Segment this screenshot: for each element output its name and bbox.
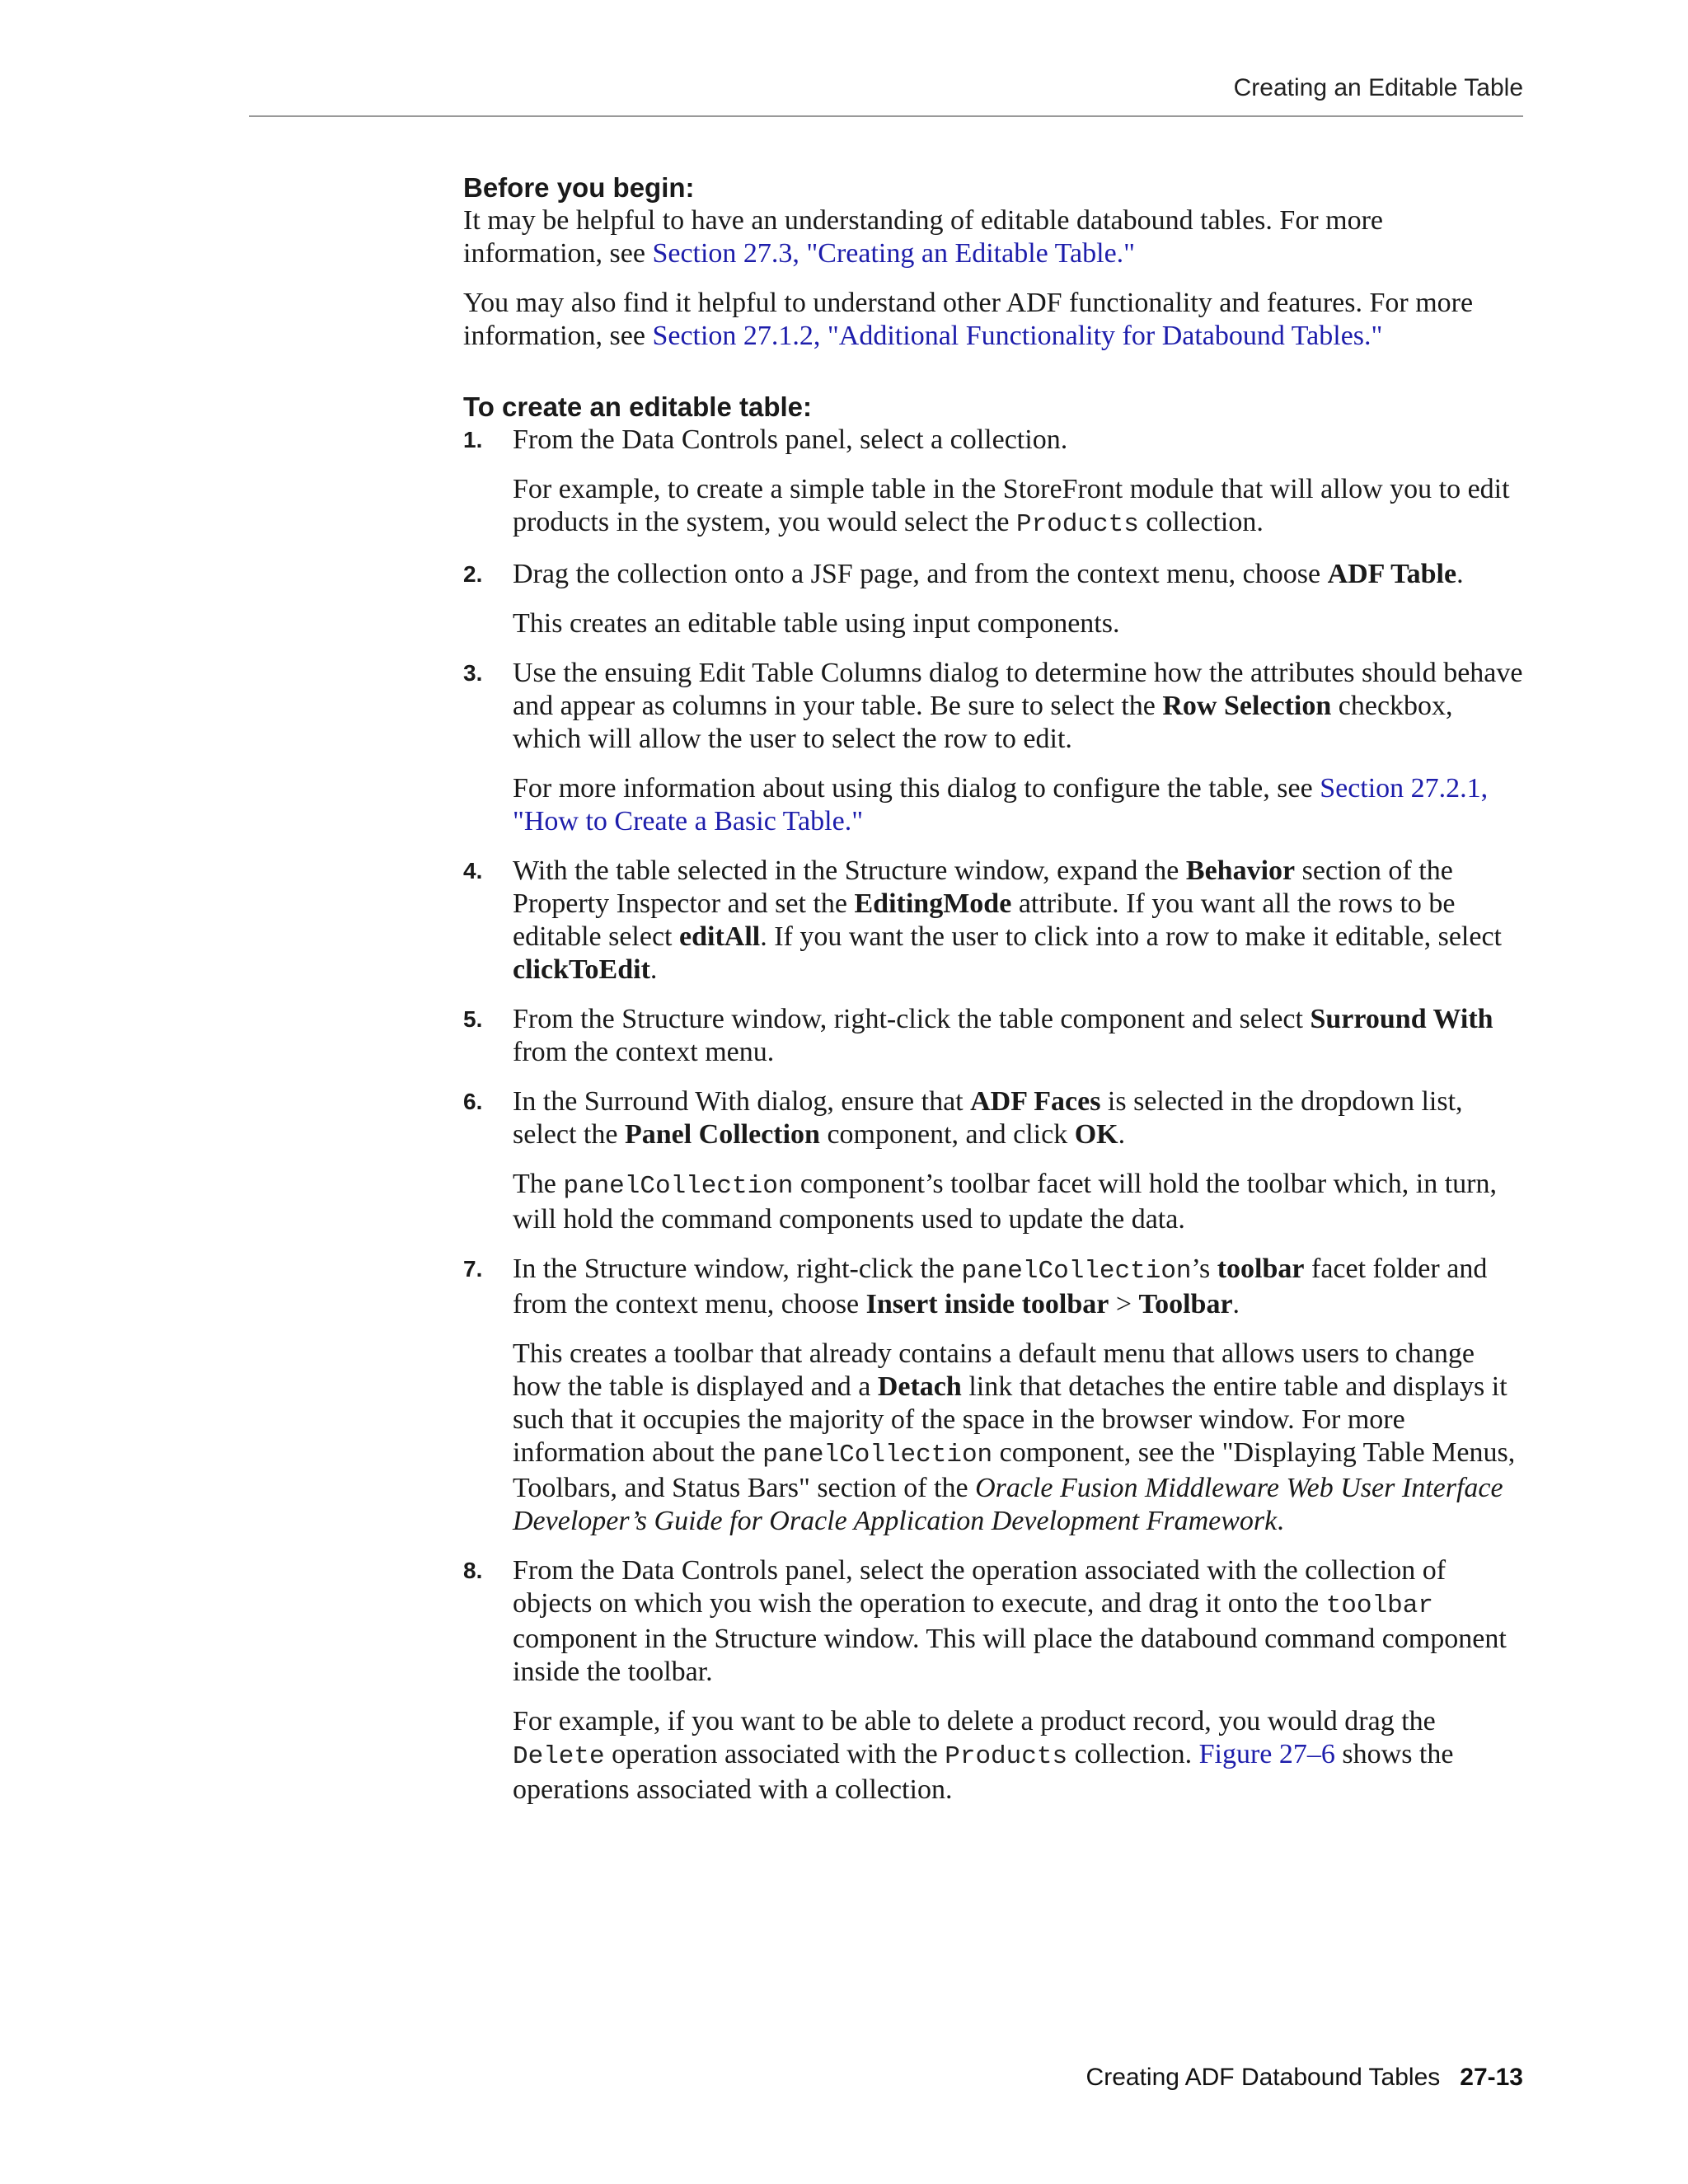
step-note: The panelCollection component’s toolbar facet will hold the toolbar which, in turn, will hold the command components used to update the data. bbox=[513, 1169, 1497, 1235]
code-delete: Delete bbox=[513, 1742, 605, 1771]
before-heading: Before you begin: bbox=[463, 172, 695, 203]
code-products: Products bbox=[945, 1742, 1068, 1771]
code-products: Products bbox=[1015, 510, 1139, 539]
step-8 bbox=[463, 1554, 1526, 1807]
step-3 bbox=[463, 657, 1526, 838]
link-section-27-3[interactable]: Section 27.3, "Creating an Editable Table." bbox=[652, 238, 1136, 269]
step-text: Use the ensuing Edit Table Columns dialog to determine how the attributes should behave and appear as columns in your table. Be sure to select the Row Selection checkbox, which will allow the user to select the row to edit. bbox=[513, 658, 1523, 754]
link-figure-27-6[interactable]: Figure 27–6 bbox=[1198, 1739, 1335, 1769]
before-paragraph-1: It may be helpful to have an understanding of editable databound tables. For more information, see Section 27.3, "Creating an Editable Table." bbox=[463, 205, 1384, 269]
link-section-27-2-1[interactable]: Section 27.2.1, "How to Create a Basic Table." bbox=[513, 773, 1489, 837]
link-section-27-1-2[interactable]: Section 27.1.2, "Additional Functionality for Databound Tables." bbox=[652, 321, 1383, 351]
step-text: In the Surround With dialog, ensure that ADF Faces is selected in the dropdown list, select the Panel Collection component, and click OK. bbox=[513, 1086, 1463, 1150]
step-note: This creates a toolbar that already contains a default menu that allows users to change how the table is displayed and a Detach link that detaches the entire table and displays it such that it occupies the majority of the space in the browser window. For more information about the panelCollection component, see the "Displaying Table Menus, Toolbars, and Status Bars" section of the Oracle Fusion Middleware Web User Interface Developer’s Guide for Oracle Application Development Framework. bbox=[513, 1338, 1516, 1536]
before-paragraph-2: You may also find it helpful to understand other ADF functionality and features. For more information, see Section 27.1.2, "Additional Functionality for Databound Tables." bbox=[463, 288, 1474, 351]
header-rule bbox=[249, 115, 1523, 117]
step-number: 3. bbox=[463, 660, 483, 686]
footer-chapter-title: Creating ADF Databound Tables bbox=[1085, 2064, 1441, 2091]
step-note: For example, to create a simple table in the StoreFront module that will allow you to edit products in the system, you would select the Products collection. bbox=[513, 474, 1510, 539]
step-number: 6. bbox=[463, 1089, 483, 1114]
step-number: 8. bbox=[463, 1558, 483, 1583]
step-2 bbox=[463, 558, 1526, 640]
page-content bbox=[463, 171, 1526, 1807]
procedure-steps bbox=[463, 424, 1526, 1807]
step-note: This creates an editable table using input components. bbox=[513, 608, 1120, 639]
step-number: 5. bbox=[463, 1006, 483, 1032]
step-text: From the Data Controls panel, select a collection. bbox=[513, 424, 1068, 455]
step-number: 1. bbox=[463, 427, 483, 452]
step-text: From the Data Controls panel, select the operation associated with the collection of objects on which you wish the operation to execute, and drag it onto the toolbar component in the Structure window. This will place the databound command component inside the toolbar. bbox=[513, 1555, 1507, 1687]
procedure-heading: To create an editable table: bbox=[463, 391, 813, 422]
code-panelcollection: panelCollection bbox=[961, 1257, 1192, 1286]
code-toolbar: toolbar bbox=[1325, 1591, 1433, 1620]
step-number: 7. bbox=[463, 1256, 483, 1282]
step-number: 4. bbox=[463, 858, 483, 883]
step-text: Drag the collection onto a JSF page, and from the context menu, choose ADF Table. bbox=[513, 559, 1464, 589]
step-6 bbox=[463, 1085, 1526, 1236]
footer-page-number: 27-13 bbox=[1460, 2064, 1523, 2091]
step-1 bbox=[463, 424, 1526, 541]
running-header: Creating an Editable Table bbox=[1233, 74, 1523, 101]
step-text: From the Structure window, right-click the table component and select Surround With from the context menu. bbox=[513, 1004, 1493, 1067]
step-text: With the table selected in the Structure window, expand the Behavior section of the Property Inspector and set the EditingMode attribute. If you want all the rows to be editable select editAll. If you want the user to click into a row to make it editable, select clickToEdit. bbox=[513, 855, 1503, 985]
code-panelcollection: panelCollection bbox=[762, 1441, 993, 1469]
step-7 bbox=[463, 1253, 1526, 1538]
step-4 bbox=[463, 855, 1526, 987]
code-panelcollection: panelCollection bbox=[563, 1172, 794, 1201]
step-text: In the Structure window, right-click the panelCollection’s toolbar facet folder and from the context menu, choose Insert inside toolbar > Toolbar. bbox=[513, 1254, 1488, 1319]
step-note: For more information about using this dialog to configure the table, see Section 27.2.1, "How to Create a Basic Table." bbox=[513, 773, 1489, 837]
step-note: For example, if you want to be able to delete a product record, you would drag the Delete operation associated with the Products collection. Figure 27–6 shows the operations associated with a collection. bbox=[513, 1706, 1454, 1805]
step-number: 2. bbox=[463, 561, 483, 587]
step-5 bbox=[463, 1003, 1526, 1069]
page-footer bbox=[0, 2064, 1523, 2092]
